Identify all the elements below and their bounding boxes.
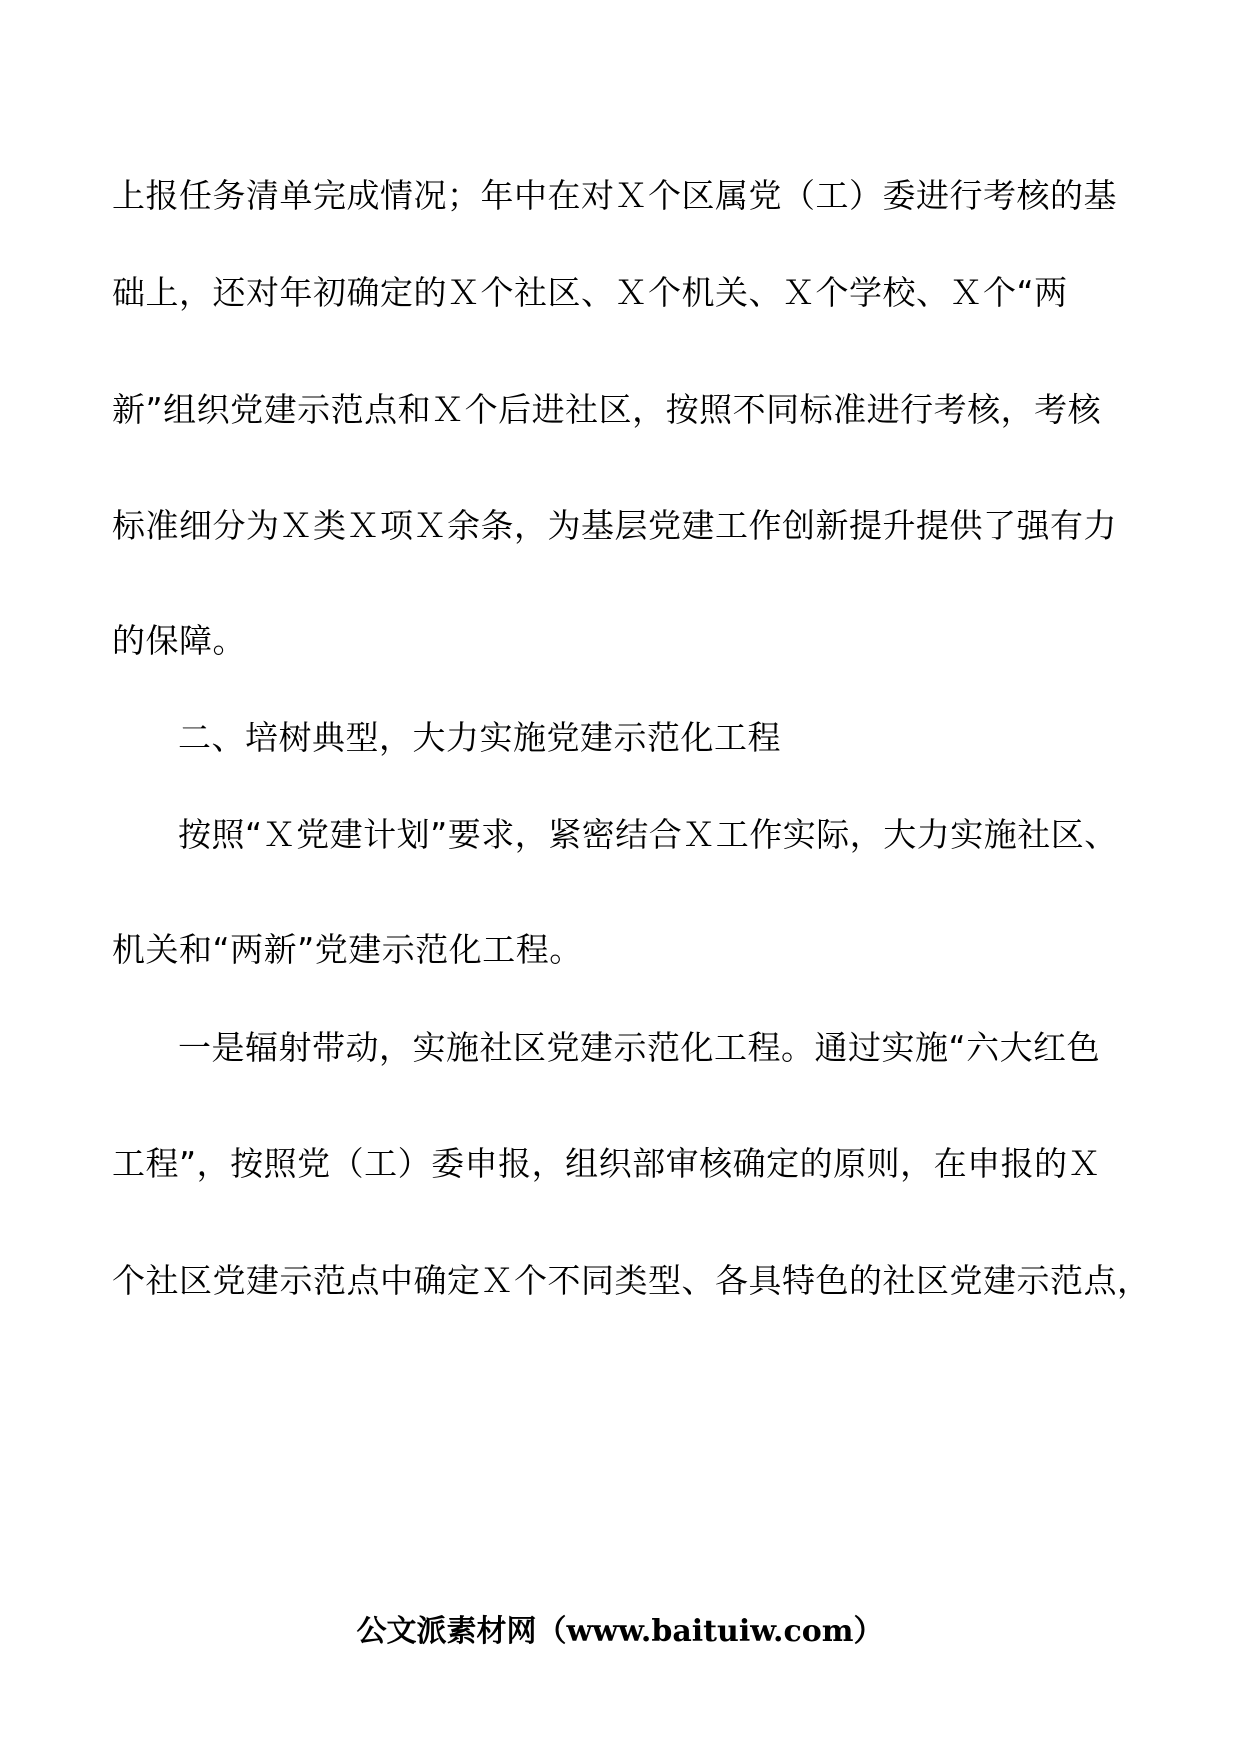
text-line: 的保障。 — [112, 621, 246, 660]
text-line: 按照“Ｘ党建计划”要求，紧密结合Ｘ工作实际，大力实施社区、 — [178, 815, 1118, 854]
text-line: 新”组织党建示范点和Ｘ个后进社区，按照不同标准进行考核，考核 — [112, 390, 1102, 429]
section-heading: 二、培树典型，大力实施党建示范化工程 — [178, 718, 781, 757]
text-line: 工程”，按照党（工）委申报，组织部审核确定的原则，在申报的Ｘ — [112, 1144, 1102, 1183]
text-line: 机关和“两新”党建示范化工程。 — [112, 930, 583, 969]
text-line: 上报任务清单完成情况；年中在对Ｘ个区属党（工）委进行考核的基 — [112, 176, 1117, 215]
text-line: 个社区党建示范点中确定Ｘ个不同类型、各具特色的社区党建示范点， — [112, 1261, 1151, 1300]
text-line: 础上，还对年初确定的Ｘ个社区、Ｘ个机关、Ｘ个学校、Ｘ个“两 — [112, 273, 1068, 312]
footer-source: 公文派素材网（www.baituiw.com） — [356, 1614, 884, 1649]
text-line: 标准细分为Ｘ类Ｘ项Ｘ余条，为基层党建工作创新提升提供了强有力 — [112, 506, 1117, 545]
text-line: 一是辐射带动，实施社区党建示范化工程。通过实施“六大红色 — [178, 1028, 1101, 1067]
